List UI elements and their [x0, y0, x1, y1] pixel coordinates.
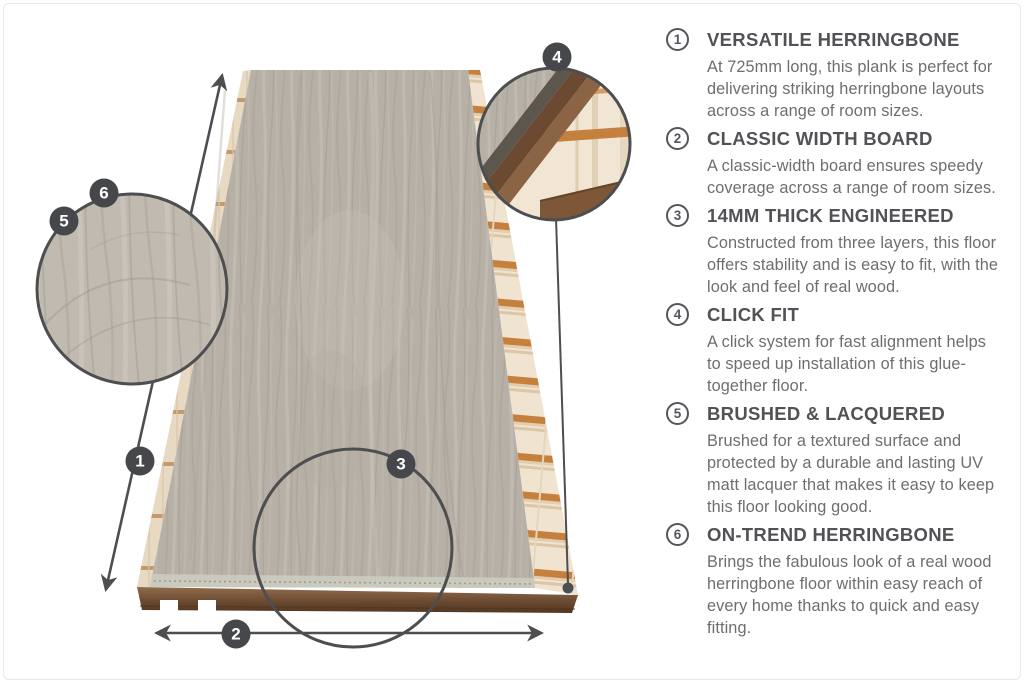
feature-title: 14MM THICK ENGINEERED	[707, 205, 954, 226]
feature-item-5	[666, 402, 1018, 518]
feature-item-3	[666, 204, 1018, 298]
callout-badge-1	[126, 447, 155, 476]
feature-desc: A click system for fast alignment helps to speed up installation of this glue-together floor.	[707, 333, 986, 395]
feature-number: 5	[673, 406, 682, 421]
feature-desc: Constructed from three layers, this floor offers stability and is easy to fit, with the look and feel of real wood.	[707, 234, 999, 296]
feature-desc: At 725mm long, this plank is perfect for delivering striking herringbone layouts across a range of room sizes.	[707, 58, 993, 120]
feature-title: ON-TREND HERRINGBONE	[707, 524, 955, 545]
leader-dot	[563, 583, 574, 594]
callout-6-label: 6	[99, 183, 109, 203]
feature-number: 2	[673, 131, 682, 146]
feature-number-badge	[666, 28, 689, 51]
feature-number-badge	[666, 303, 689, 326]
base-notch	[160, 600, 178, 615]
callout-badge-4	[543, 43, 572, 72]
feature-number: 4	[673, 307, 682, 322]
feature-number: 6	[673, 527, 682, 542]
feature-item-6	[666, 523, 1018, 639]
feature-number: 1	[673, 32, 682, 47]
feature-item-4	[666, 303, 1018, 397]
callout-5-label: 5	[59, 211, 69, 231]
callout-badge-5	[50, 207, 79, 236]
callout-4-label: 4	[552, 47, 562, 67]
feature-title: CLICK FIT	[707, 304, 800, 325]
feature-number: 3	[673, 208, 682, 223]
feature-number-badge	[666, 402, 689, 425]
callout-badge-3	[387, 450, 416, 479]
feature-list	[666, 28, 1018, 644]
feature-item-2	[666, 127, 1018, 199]
base-notch	[198, 600, 216, 615]
callout-3-label: 3	[396, 454, 406, 474]
callout-badge-6	[90, 179, 119, 208]
feature-title: VERSATILE HERRINGBONE	[707, 29, 960, 50]
feature-desc: Brushed for a textured surface and protected by a durable and lasting UV matt lacquer that makes it easy to keep this floor looking good.	[707, 432, 995, 516]
feature-number-badge	[666, 523, 689, 546]
feature-number-badge	[666, 127, 689, 150]
callout-badge-2	[222, 620, 251, 649]
feature-desc: Brings the fabulous look of a real wood herringbone floor within easy reach of every home thanks to quick and easy fitting.	[707, 553, 992, 637]
callout-2-label: 2	[231, 624, 241, 644]
feature-number-badge	[666, 204, 689, 227]
callout-1-label: 1	[135, 451, 145, 471]
feature-title: CLASSIC WIDTH BOARD	[707, 128, 933, 149]
feature-desc: A classic-width board ensures speedy coverage across a range of room sizes.	[707, 157, 996, 197]
feature-item-1	[666, 28, 1018, 122]
feature-title: BRUSHED & LACQUERED	[707, 403, 945, 424]
